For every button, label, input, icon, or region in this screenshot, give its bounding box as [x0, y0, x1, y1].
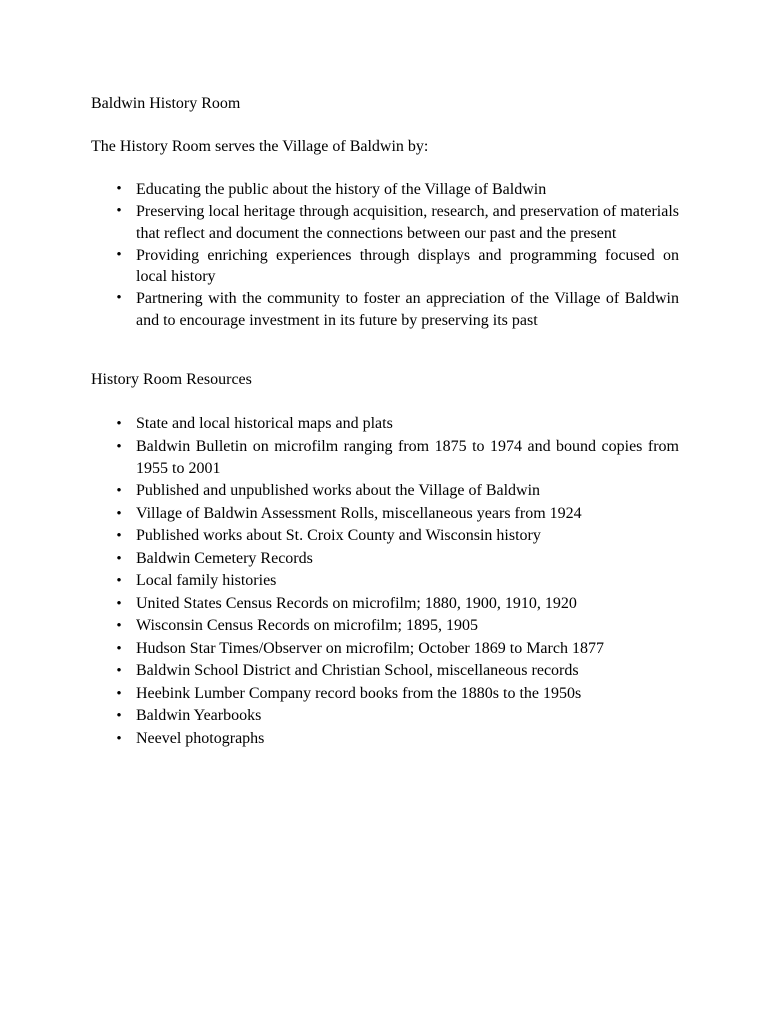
bullet-icon: •	[116, 416, 122, 432]
bullet-icon: •	[116, 663, 122, 679]
list-item	[0, 683, 679, 705]
list-item-text: State and local historical maps and plats	[136, 415, 393, 432]
bullet-icon: •	[116, 181, 122, 197]
list-item-text: Preserving local heritage through acquisition, research, and preservation of materials that reflect and document the connections between our past and the present	[136, 203, 679, 242]
bullet-icon: •	[116, 483, 122, 499]
document-title: Baldwin History Room	[91, 95, 241, 112]
list-item-text: Partnering with the community to foster an appreciation of the Village of Baldwin and to encourage investment in its future by preserving its past	[136, 290, 679, 329]
bullet-icon: •	[116, 290, 122, 306]
bullet-icon: •	[116, 708, 122, 724]
list-item-text: Baldwin Bulletin on microfilm ranging from 1875 to 1974 and bound copies from 1955 to 2001	[136, 437, 679, 477]
bullet-icon: •	[116, 203, 122, 219]
list-item	[0, 480, 679, 502]
list-item	[0, 201, 679, 244]
list-item	[0, 288, 679, 331]
list-item-text: Village of Baldwin Assessment Rolls, miscellaneous years from 1924	[136, 504, 582, 522]
bullet-icon: •	[116, 505, 122, 522]
bullet-icon: •	[116, 246, 122, 263]
list-item-text: Wisconsin Census Records on microfilm; 1895, 1905	[136, 617, 478, 634]
list-item	[0, 593, 679, 615]
intro-paragraph: The History Room serves the Village of Baldwin by:	[91, 138, 429, 155]
list-item-text: Baldwin Yearbooks	[136, 707, 262, 724]
list-item	[0, 179, 679, 201]
list-item	[0, 413, 679, 435]
list-item-text: Heebink Lumber Company record books from the 1880s to the 1950s	[136, 684, 582, 702]
list-item-text: Local family histories	[136, 572, 277, 589]
bullet-icon: •	[116, 730, 122, 747]
bullet-icon: •	[116, 618, 122, 634]
list-item	[0, 548, 679, 570]
list-item-text: Hudson Star Times/Observer on microfilm; October 1869 to March 1877	[136, 639, 604, 657]
list-item-text: Baldwin School District and Christian School, miscellaneous records	[136, 662, 579, 679]
list-item-text: Published and unpublished works about the Village of Baldwin	[136, 482, 541, 499]
bullet-icon: •	[116, 685, 122, 702]
list-item-text: United States Census Records on microfilm; 1880, 1900, 1910, 1920	[136, 594, 577, 612]
bullet-icon: •	[116, 528, 122, 544]
resources-list	[0, 413, 770, 750]
list-item	[0, 503, 679, 525]
bullet-icon: •	[116, 595, 122, 612]
bullet-icon: •	[116, 640, 122, 657]
list-item	[0, 570, 679, 592]
list-item-text: Neevel photographs	[136, 729, 265, 747]
bullet-icon: •	[116, 438, 122, 455]
resources-heading: History Room Resources	[91, 371, 252, 388]
list-item	[0, 660, 679, 682]
list-item	[0, 615, 679, 637]
list-item	[0, 638, 679, 660]
list-item	[0, 245, 679, 288]
list-item	[0, 705, 679, 727]
bullet-icon: •	[116, 550, 122, 567]
list-item	[0, 728, 679, 750]
list-item-text: Baldwin Cemetery Records	[136, 549, 313, 567]
bullet-icon: •	[116, 573, 122, 589]
list-item	[0, 525, 679, 547]
purposes-list	[0, 179, 770, 332]
list-item	[0, 436, 679, 480]
list-item-text: Providing enriching experiences through displays and programming focused on local history	[136, 246, 679, 285]
list-item-text: Published works about St. Croix County and Wisconsin history	[136, 527, 541, 544]
list-item-text: Educating the public about the history of the Village of Baldwin	[136, 181, 547, 198]
